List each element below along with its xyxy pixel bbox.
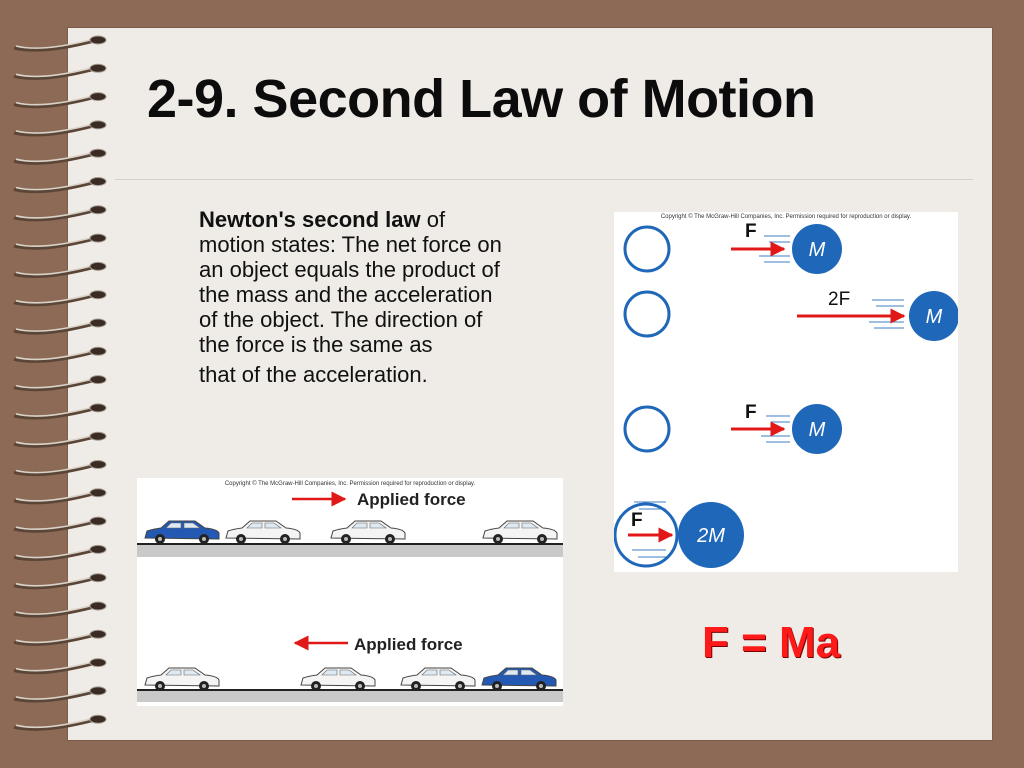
definition-lead: Newton's second law xyxy=(199,207,421,232)
title-divider xyxy=(115,179,973,180)
initial-position-ring xyxy=(625,227,669,271)
formula-f-equals-ma: F = Ma xyxy=(702,618,841,667)
road-top xyxy=(137,543,563,545)
applied-force-car-figure xyxy=(137,478,563,706)
spiral-hole xyxy=(90,93,106,101)
applied-force-top-label: Applied force xyxy=(357,490,466,509)
spiral-hole xyxy=(90,602,106,610)
road-bottom-gravel xyxy=(137,691,563,702)
car-icon xyxy=(482,668,556,691)
spiral-hole xyxy=(90,489,106,497)
car-figure-copyright: Copyright © The McGraw-Hill Companies, Inc. Permission required for reproduction or display. xyxy=(224,481,476,487)
spiral-hole xyxy=(90,149,106,157)
slide-title: 2-9. Second Law of Motion xyxy=(147,69,816,129)
spiral-hole xyxy=(90,262,106,270)
spiral-hole xyxy=(90,347,106,355)
spiral-hole xyxy=(90,206,106,214)
row3-force-label: F xyxy=(745,402,757,423)
car-icon xyxy=(301,668,375,691)
spiral-hole xyxy=(90,461,106,469)
car-icon xyxy=(145,521,219,544)
spiral-hole xyxy=(90,404,106,412)
car-icon xyxy=(331,521,405,544)
definition-body: of motion states: The net force on an object equals the product of the mass and the acceleration of the object. The direction of the force is the same as xyxy=(199,207,502,357)
spiral-hole xyxy=(90,36,106,44)
definition-text xyxy=(199,207,509,387)
car-icon xyxy=(145,668,219,691)
spiral-hole xyxy=(90,630,106,638)
row4-force-label: F xyxy=(631,510,643,531)
spiral-hole xyxy=(90,376,106,384)
initial-position-ring xyxy=(625,407,669,451)
spiral-hole xyxy=(90,574,106,582)
definition-last-line: that of the acceleration. xyxy=(199,362,428,387)
row1-mass-label: M xyxy=(808,239,826,261)
row4-mass-label: 2M xyxy=(697,525,725,547)
spiral-hole xyxy=(90,178,106,186)
spiral-hole xyxy=(90,121,106,129)
row3-mass-label: M xyxy=(808,419,826,441)
spiral-hole xyxy=(90,432,106,440)
road-top-gravel xyxy=(137,545,563,557)
car-icon xyxy=(483,521,557,544)
spiral-hole xyxy=(90,291,106,299)
car-icon xyxy=(226,521,300,544)
force-mass-figure xyxy=(614,212,958,572)
initial-position-ring xyxy=(625,292,669,336)
spiral-hole xyxy=(90,64,106,72)
road-bottom xyxy=(137,689,563,691)
spiral-binding-icon xyxy=(0,28,120,740)
applied-force-bottom-label: Applied force xyxy=(354,635,463,654)
car-icon xyxy=(401,668,475,691)
spiral-hole xyxy=(90,687,106,695)
spiral-hole xyxy=(90,715,106,723)
spiral-hole xyxy=(90,517,106,525)
row2-mass-label: M xyxy=(925,306,943,328)
spiral-hole xyxy=(90,545,106,553)
spiral-hole xyxy=(90,659,106,667)
spiral-hole xyxy=(90,319,106,327)
row1-force-label: F xyxy=(745,221,757,242)
row2-force-label: 2F xyxy=(828,289,851,310)
spiral-hole xyxy=(90,234,106,242)
force-figure-copyright: Copyright © The McGraw-Hill Companies, Inc. Permission required for reproduction or display. xyxy=(660,214,912,220)
